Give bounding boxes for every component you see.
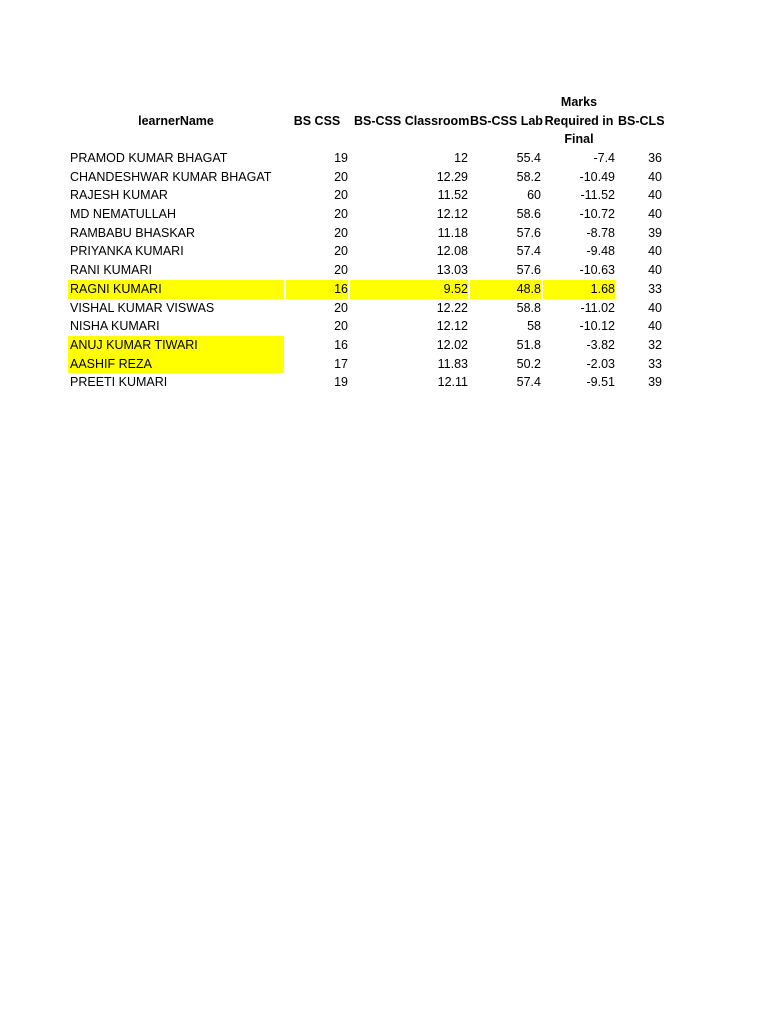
marks-required-cell: -9.51 — [586, 375, 615, 390]
bs-cls-cell: 40 — [648, 300, 662, 315]
learner-name-cell: RAMBABU BHASKAR — [70, 225, 196, 240]
bs-css-classroom-cell: 12.02 — [436, 337, 468, 352]
marks-required-cell: -11.52 — [580, 188, 615, 203]
learner-name-cell: PRAMOD KUMAR BHAGAT — [70, 151, 228, 165]
bs-css-lab-cell: 58.8 — [516, 300, 541, 315]
bs-css-classroom-cell: 13.03 — [436, 263, 468, 278]
table-row — [0, 355, 768, 374]
bs-css-lab-cell: 55.4 — [516, 151, 541, 165]
table-row — [0, 149, 768, 168]
bs-cls-cell: 40 — [648, 207, 662, 222]
bs-css-cell: 16 — [286, 280, 348, 299]
bs-cls-cell: 39 — [648, 225, 662, 240]
bs-cls-cell: 36 — [648, 151, 662, 165]
learner-name-cell: RAGNI KUMARI — [68, 280, 284, 299]
bs-cls-cell: 33 — [648, 281, 662, 296]
marks-required-cell: -2.03 — [586, 356, 615, 371]
bs-cls-cell: 32 — [648, 337, 662, 352]
bs-css-classroom-cell: 12.22 — [436, 300, 468, 315]
learner-name-cell: MD NEMATULLAH — [70, 207, 177, 222]
bs-css-lab-cell: 51.8 — [516, 337, 541, 352]
marks-required-cell: -11.02 — [580, 300, 615, 315]
bs-css-classroom-cell: 12.08 — [436, 244, 468, 259]
header-marks-required-in-final: Marks Required in Final — [544, 95, 614, 147]
learner-name-cell: NISHA KUMARI — [70, 319, 160, 334]
bs-css-cell: 19 — [334, 151, 348, 165]
bs-css-classroom-cell: 12.12 — [436, 207, 468, 222]
bs-css-cell: 17 — [334, 356, 348, 371]
bs-css-lab-cell: 58.6 — [516, 207, 541, 222]
marks-required-cell: -9.48 — [586, 244, 615, 259]
bs-css-lab-cell: 50.2 — [516, 356, 541, 371]
learner-name-cell: RAJESH KUMAR — [70, 188, 168, 203]
marks-required-cell: -10.72 — [579, 207, 615, 222]
bs-css-cell: 20 — [334, 263, 348, 278]
marks-required-cell: 1.68 — [543, 280, 615, 299]
table-row — [0, 261, 768, 280]
table-row — [0, 317, 768, 336]
header-learner-name: learnerName — [138, 114, 214, 128]
bs-css-lab-cell: 57.6 — [516, 225, 541, 240]
table-row — [0, 242, 768, 261]
bs-css-classroom-cell: 12.11 — [437, 375, 468, 390]
header-bs-css: BS CSS — [293, 114, 341, 128]
marks-required-cell: -3.82 — [586, 337, 615, 352]
bs-css-classroom-cell: 9.52 — [350, 280, 468, 299]
bs-css-lab-cell: 57.4 — [516, 244, 541, 259]
bs-css-cell: 20 — [334, 225, 348, 240]
bs-css-classroom-cell: 11.83 — [437, 356, 468, 371]
bs-css-cell: 20 — [334, 244, 348, 259]
learner-name-cell: AASHIF REZA — [68, 355, 284, 374]
table-row — [0, 168, 768, 187]
learner-name-cell: PREETI KUMARI — [70, 375, 168, 390]
table-row — [0, 336, 768, 355]
table-row — [0, 299, 768, 318]
bs-cls-cell: 40 — [648, 188, 662, 203]
header-bs-cls: BS-CLS — [618, 114, 665, 128]
table-row — [0, 224, 768, 243]
table-row — [0, 205, 768, 224]
marks-required-cell: -8.78 — [586, 225, 615, 240]
bs-css-classroom-cell: 11.52 — [437, 188, 468, 203]
table-row — [0, 280, 768, 299]
learner-name-cell: VISHAL KUMAR VISWAS — [70, 300, 215, 315]
marks-required-cell: -7.4 — [593, 151, 615, 165]
bs-cls-cell: 40 — [648, 319, 662, 334]
bs-css-classroom-cell: 11.18 — [437, 225, 468, 240]
table-row — [0, 373, 768, 392]
bs-cls-cell: 40 — [648, 263, 662, 278]
data-rows — [0, 149, 768, 392]
bs-css-cell: 16 — [334, 337, 348, 352]
marks-required-cell: -10.63 — [579, 263, 615, 278]
learner-name-cell: RANI KUMARI — [70, 263, 152, 278]
bs-css-cell: 20 — [334, 169, 348, 184]
table-row — [0, 186, 768, 205]
learner-name-cell: ANUJ KUMAR TIWARI — [68, 336, 284, 355]
bs-css-lab-cell: 60 — [527, 188, 541, 203]
bs-css-cell: 20 — [334, 300, 348, 315]
bs-cls-cell: 33 — [648, 356, 662, 371]
bs-css-classroom-cell: 12 — [454, 151, 468, 165]
learner-name-cell: CHANDESHWAR KUMAR BHAGAT — [70, 169, 272, 184]
bs-css-lab-cell: 57.4 — [516, 375, 541, 390]
bs-css-cell: 20 — [334, 188, 348, 203]
bs-css-lab-cell: 48.8 — [470, 280, 541, 299]
bs-css-lab-cell: 58.2 — [516, 169, 541, 184]
bs-css-classroom-cell: 12.12 — [436, 319, 468, 334]
bs-cls-cell: 39 — [648, 375, 662, 390]
header-bs-css-classroom: BS-CSS Classroom — [354, 114, 470, 128]
bs-css-lab-cell: 58 — [527, 319, 541, 334]
bs-css-cell: 20 — [334, 207, 348, 222]
marks-required-cell: -10.12 — [579, 319, 615, 334]
bs-css-cell: 20 — [334, 319, 348, 334]
bs-css-classroom-cell: 12.29 — [436, 169, 468, 184]
header-bs-css-lab: BS-CSS Lab — [470, 114, 543, 128]
marks-required-cell: -10.49 — [579, 169, 615, 184]
learner-name-cell: PRIYANKA KUMARI — [70, 244, 184, 259]
bs-cls-cell: 40 — [648, 169, 662, 184]
bs-css-lab-cell: 57.6 — [516, 263, 541, 278]
bs-cls-cell: 40 — [648, 244, 662, 259]
bs-css-cell: 19 — [334, 375, 348, 390]
